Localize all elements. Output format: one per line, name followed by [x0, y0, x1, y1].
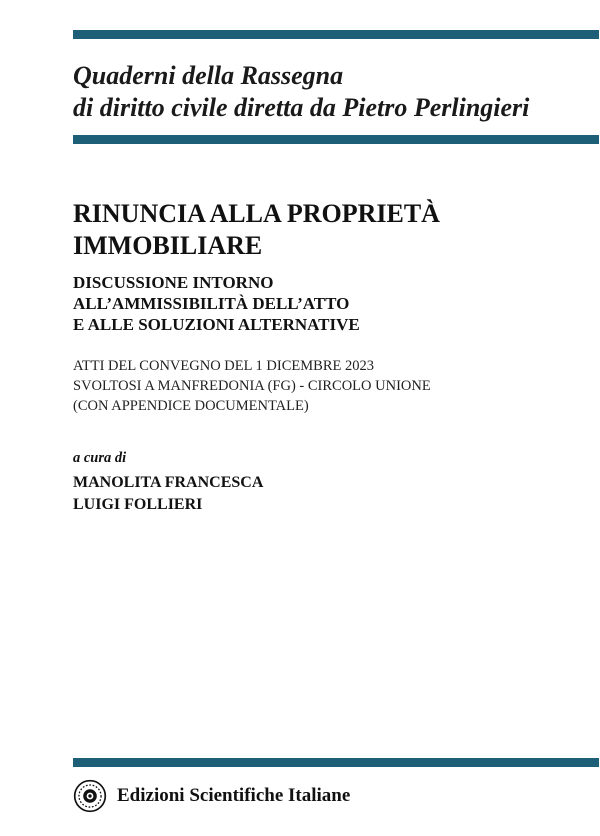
title-line-1: RINUNCIA ALLA PROPRIETÀ — [73, 199, 440, 228]
series-line-2: di diritto civile diretta da Pietro Perlingieri — [73, 93, 530, 122]
series-title — [73, 60, 593, 124]
subtitle-line-3: E ALLE SOLUZIONI ALTERNATIVE — [73, 315, 360, 334]
subtitle-line-1: DISCUSSIONE INTORNO — [73, 273, 274, 292]
publisher-name: Edizioni Scientifiche Italiane — [117, 785, 351, 806]
editor-name: MANOLITA FRANCESCA — [73, 474, 264, 491]
top-rule — [73, 30, 599, 39]
proceedings-line-1: ATTI DEL CONVEGNO DEL 1 DICEMBRE 2023 — [73, 358, 374, 374]
series-line-1: Quaderni della Rassegna — [73, 61, 344, 90]
proceedings-line-2: SVOLTOSI A MANFREDONIA (FG) - CIRCOLO UNIONE — [73, 378, 431, 394]
editor-name: LUIGI FOLLIERI — [73, 496, 203, 513]
publisher-emblem-icon — [73, 779, 107, 813]
publisher-block — [73, 778, 350, 814]
book-title — [73, 198, 593, 262]
subtitle-line-2: ALL’AMMISSIBILITÀ DELL’ATTO — [73, 294, 350, 313]
book-subtitle — [73, 272, 593, 335]
title-line-2: IMMOBILIARE — [73, 231, 263, 260]
proceedings-line-3: (CON APPENDICE DOCUMENTALE) — [73, 398, 309, 414]
middle-rule — [73, 135, 599, 144]
editors-list — [73, 472, 263, 516]
proceedings-note — [73, 356, 593, 416]
editors-label: a cura di — [73, 450, 127, 466]
bottom-rule — [73, 758, 599, 767]
